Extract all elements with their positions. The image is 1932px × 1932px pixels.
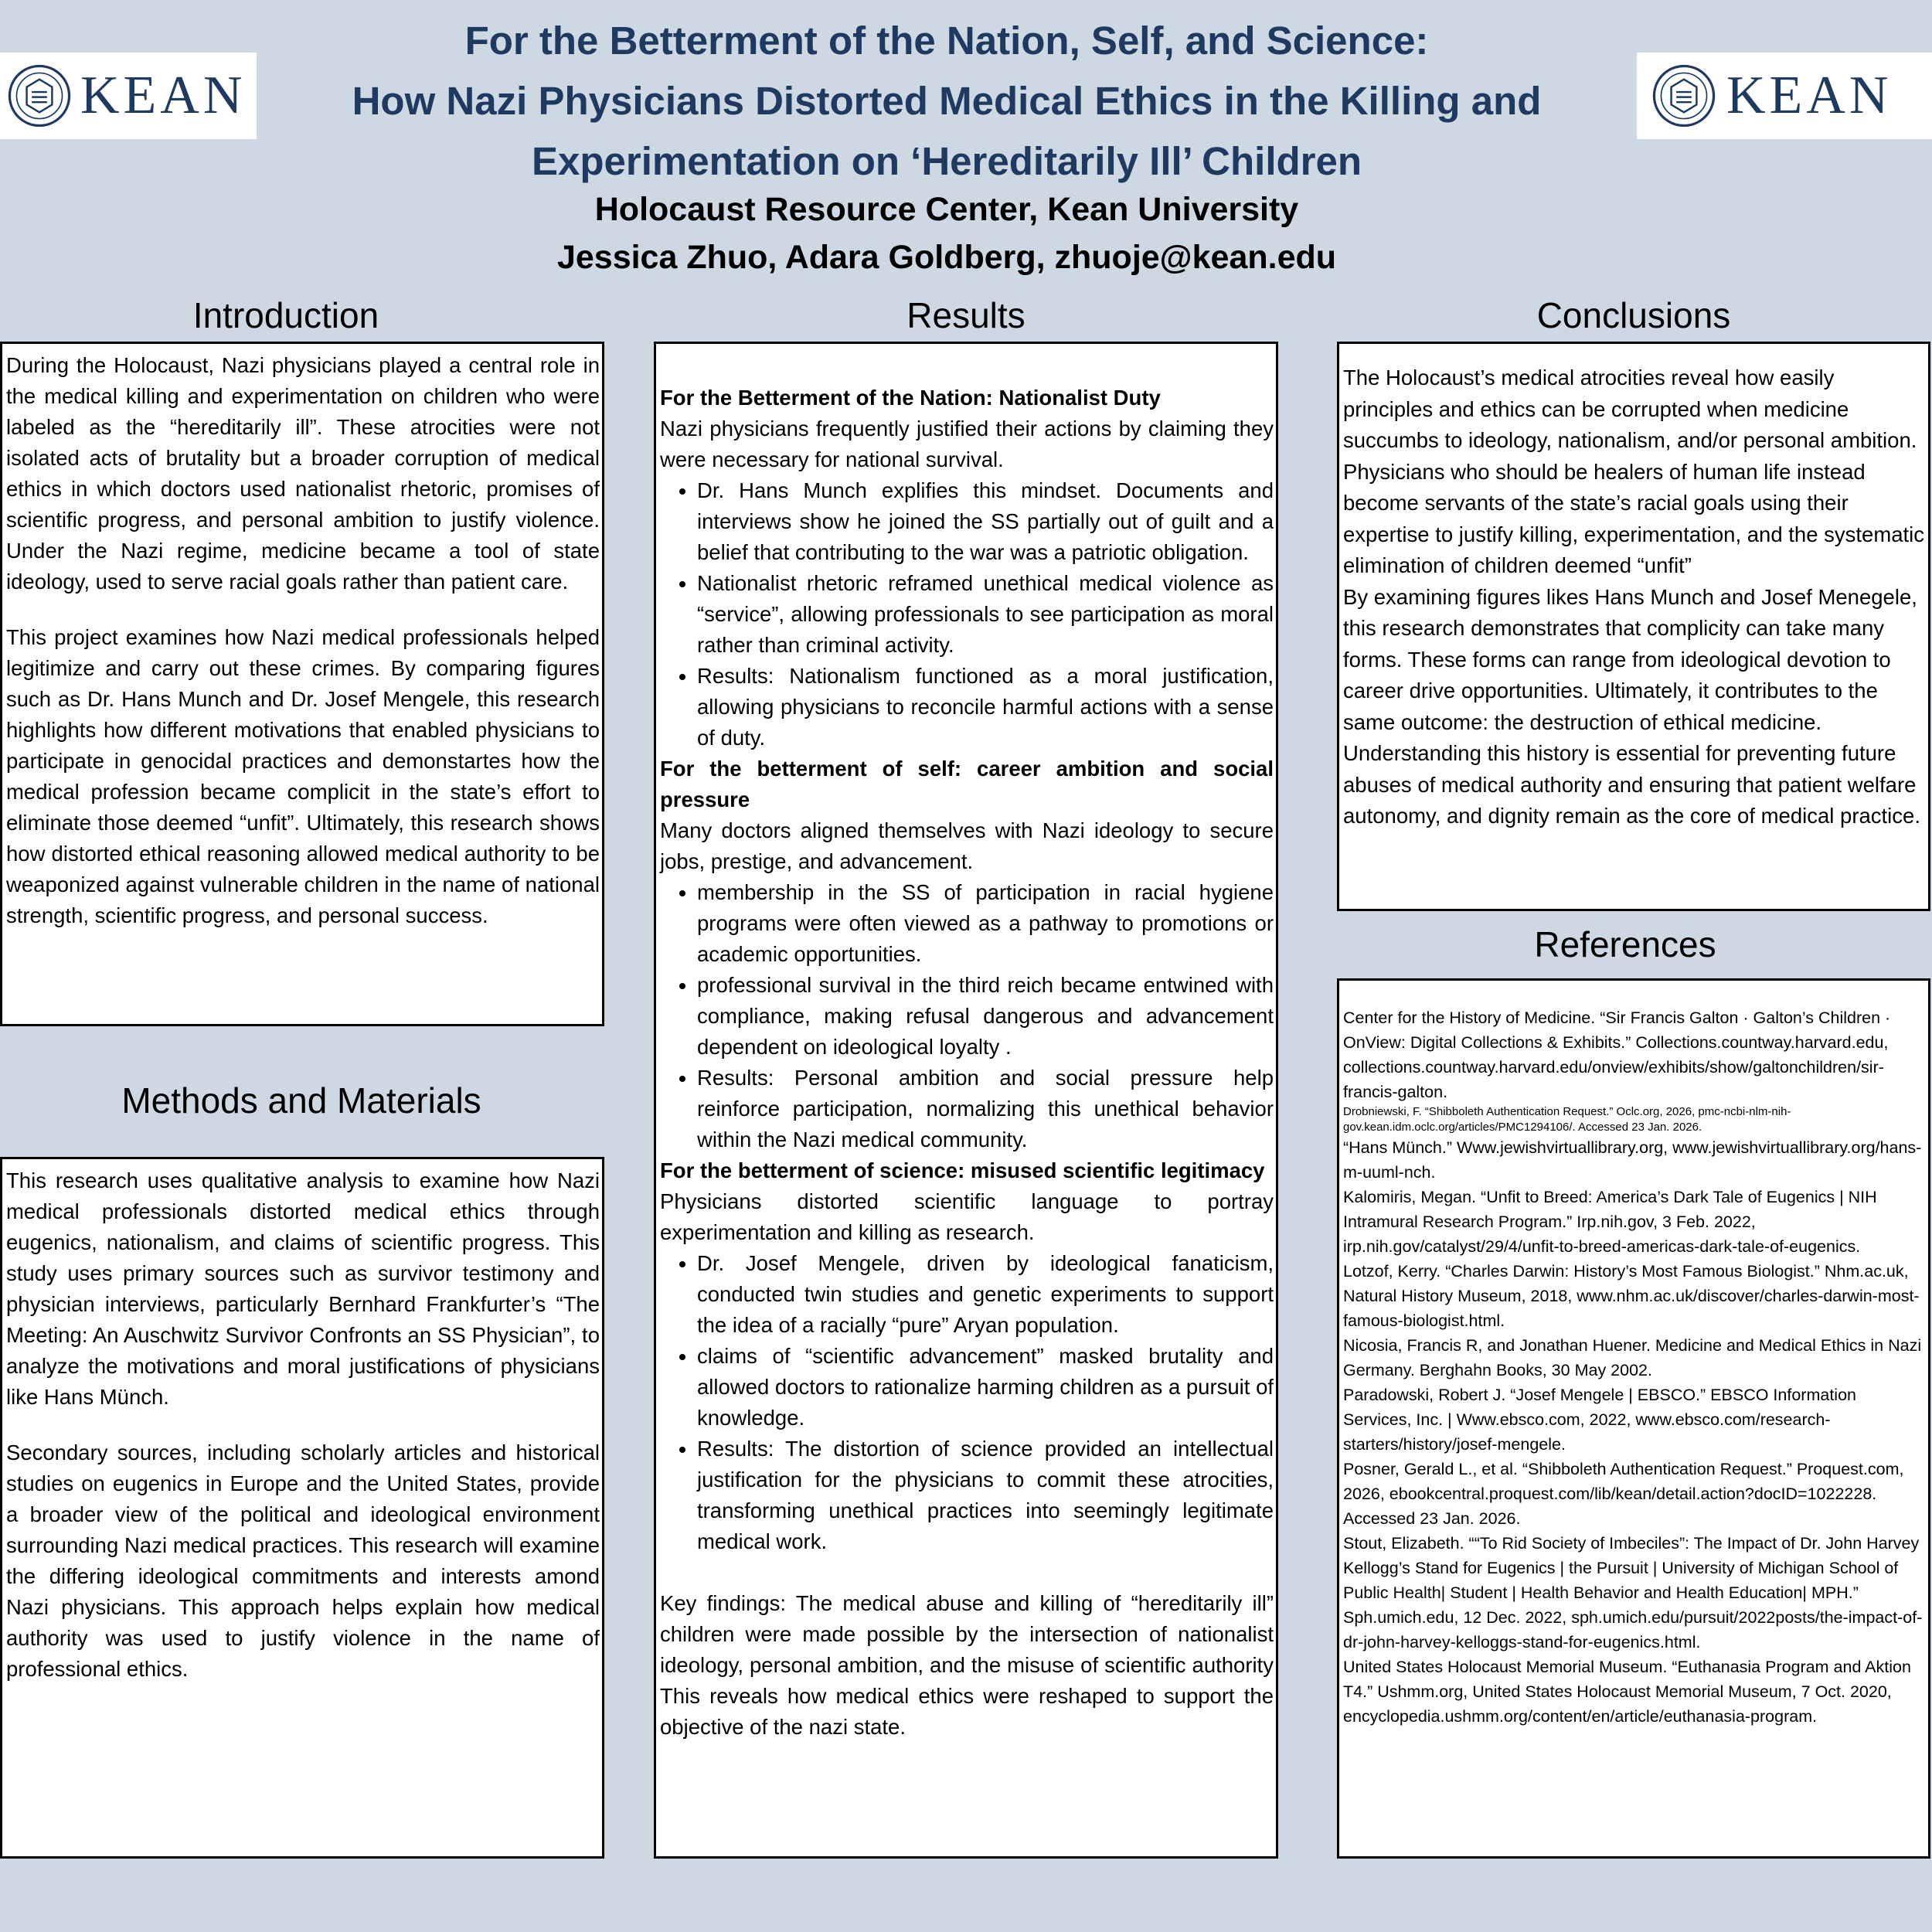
results-bullet: • Dr. Hans Munch explifies this mindset. Documents and interviews show he joined the SS partially out of guilt and a belief that contributing to the war was a patriotic obligation. [697, 475, 1274, 568]
title-line: For the Betterment of the Nation, Self, and Science: [464, 19, 1429, 63]
results-section-intro: Nazi physicians frequently justified their actions by claiming they were necessary for national survival. [660, 417, 1274, 471]
references-box [1337, 978, 1930, 1859]
university-seal-icon [1652, 64, 1716, 128]
reference-item: Kalomiris, Megan. “Unfit to Breed: America’s Dark Tale of Eugenics | NIH Intramural Research Program.” Irp.nih.gov, 3 Feb. 2022, irp.nih.gov/catalyst/29/4/unfit-to-breed-americas-dark-tale-of-eugenics. [1343, 1188, 1877, 1256]
title-line: Experimentation on ‘Hereditarily Ill’ Children [531, 139, 1362, 183]
key-findings: Key findings: The medical abuse and killing of “hereditarily ill” children were made possible by the intersection of nationalist ideology, personal ambition, and the misuse of scientific authority This reveals how medical ethics were reshaped to support the objective of the nazi state. [660, 1591, 1274, 1739]
university-seal-icon [8, 64, 71, 128]
reference-item: “Hans Münch.” Www.jewishvirtuallibrary.org, www.jewishvirtuallibrary.org/hans-m-uuml-nch. [1343, 1138, 1922, 1182]
logo-wordmark: KEAN [80, 66, 247, 125]
title-line: How Nazi Physicians Distorted Medical Ethics in the Killing and [352, 79, 1542, 123]
references-heading: References [1534, 924, 1716, 964]
methods-paragraph: Secondary sources, including scholarly articles and historical studies on eugenics in Europe and the United States, provide a broader view of the political and ideological environment surrounding Nazi medical practices. This research will examine the differing ideological commitments and interests amond Nazi physicians. This approach helps explain how medical authority was used to justify violence in the name of professional ethics. [6, 1440, 600, 1681]
methods-paragraph: This research uses qualitative analysis to examine how Nazi medical professionals distorted medical ethics through eugenics, nationalism, and claims of scientific progress. This study uses primary sources such as survivor testimony and physician interviews, particularly Bernhard Frankfurter’s “The Meeting: An Auschwitz Survivor Confronts an SS Physician”, to analyze the motivations and moral justifications of physicians like Hans Münch. [6, 1168, 600, 1409]
conclusions-heading: Conclusions [1536, 295, 1731, 335]
reference-item: Drobniewski, F. “Shibboleth Authentication Request.” Oclc.org, 2026, pmc-ncbi-nlm-nih-gov.kean.idm.oclc.org/articles/PMC1294106/. Accessed 23 Jan. 2026. [1343, 1105, 1791, 1134]
poster-title [263, 11, 1631, 192]
reference-item: Center for the History of Medicine. “Sir Francis Galton · Galton’s Children · OnView: Digital Collections & Exhibits.” Collections.countway.harvard.edu, collections.countway.harvard.edu/onview/exhibits/show/galtonchildren/sir-francis-galton. [1343, 1009, 1891, 1101]
affiliation: Holocaust Resource Center, Kean University [594, 191, 1299, 228]
reference-item: United States Holocaust Memorial Museum. “Euthanasia Program and Aktion T4.” Ushmm.org, United States Holocaust Memorial Museum, 7 Oct. 2020, encyclopedia.ushmm.org/content/en/article/euthanasia-program. [1343, 1658, 1911, 1726]
logo-wordmark: KEAN [1726, 66, 1893, 125]
results-bullet: • claims of “scientific advancement” masked brutality and allowed doctors to rationalize harming children as a pursuit of knowledge. [697, 1341, 1274, 1434]
results-bullet: • Results: Nationalism functioned as a moral justification, allowing physicians to reconcile harmful actions with a sense of duty. [697, 661, 1274, 753]
introduction-paragraph: This project examines how Nazi medical professionals helped legitimize and carry out these crimes. By comparing figures such as Dr. Hans Munch and Dr. Josef Mengele, this research highlights how different motivations that enabled physicians to participate in genocidal practices and demonstartes how the medical profession became complicit in the state’s effort to eliminate those deemed “unfit”. Ultimately, this research shows how distorted ethical reasoning allowed medical authority to be weaponized against vulnerable children in the name of national strength, scientific progress, and personal success. [6, 625, 600, 927]
reference-item: Paradowski, Robert J. “Josef Mengele | EBSCO.” EBSCO Information Services, Inc. | Www.ebsco.com, 2022, www.ebsco.com/research-starters/history/josef-mengele. [1343, 1386, 1856, 1454]
conclusions-box [1337, 342, 1930, 911]
results-bullet: • Results: Personal ambition and social pressure help reinforce participation, normalizing this unethical behavior within the Nazi medical community. [697, 1063, 1274, 1155]
methods-box [0, 1157, 604, 1859]
introduction-heading: Introduction [192, 295, 379, 335]
results-heading: Results [906, 295, 1026, 335]
conclusions-paragraph: By examining figures likes Hans Munch and Josef Menegele, this research demonstrates that complicity can take many forms. These forms can range from ideological devotion to career drive opportunities. Ultimately, it contributes to the same outcome: the destruction of ethical medicine. [1343, 584, 1917, 734]
results-section-title: For the betterment of science: misused scientific legitimacy [660, 1158, 1265, 1182]
results-section-intro: Many doctors aligned themselves with Nazi ideology to secure jobs, prestige, and advancement. [660, 818, 1274, 873]
kean-logo-right [1637, 53, 1932, 139]
reference-item: Stout, Elizabeth. ““To Rid Society of Imbeciles”: The Impact of Dr. John Harvey Kellogg’s Stand for Eugenics | the Pursuit | University of Michigan School of Public Health| Student | Health Behavior and Health Education| MPH.” Sph.umich.edu, 12 Dec. 2022, sph.umich.edu/pursuit/2022posts/the-impact-of-dr-john-harvey-kelloggs-stand-for-eugenics.html. [1343, 1534, 1923, 1651]
results-box [654, 342, 1278, 1859]
results-section-title: For the betterment of self: career ambition and social pressure [660, 757, 1274, 811]
results-bullet-list [660, 475, 1274, 753]
poster-byline [263, 185, 1631, 281]
reference-item: Nicosia, Francis R, and Jonathan Huener. Medicine and Medical Ethics in Nazi Germany. Berghahn Books, 30 May 2002. [1343, 1336, 1922, 1379]
results-section-intro: Physicians distorted scientific language to portray experimentation and killing as research. [660, 1189, 1274, 1244]
introduction-box [0, 342, 604, 1026]
reference-item: Lotzof, Kerry. “Charles Darwin: History’s Most Famous Biologist.” Nhm.ac.uk, Natural History Museum, 2018, www.nhm.ac.uk/discover/charles-darwin-most-famous-biologist.html. [1343, 1262, 1920, 1330]
results-bullet: • membership in the SS of participation in racial hygiene programs were often viewed as a pathway to promotions or academic opportunities. [697, 877, 1274, 970]
conclusions-paragraph: Understanding this history is essential for preventing future abuses of medical authority and ensuring that patient welfare autonomy, and dignity remain as the core of medical practice. [1343, 741, 1920, 828]
introduction-paragraph: During the Holocaust, Nazi physicians played a central role in the medical killing and experimentation on children who were labeled as the “hereditarily ill”. These atrocities were not isolated acts of brutality but a broader corruption of medical ethics in which doctors used nationalist rhetoric, promises of scientific progress, and personal ambition to justify violence. Under the Nazi regime, medicine became a tool of state ideology, used to serve racial goals rather than patient care. [6, 353, 600, 594]
methods-heading: Methods and Materials [121, 1080, 481, 1121]
results-bullet-list [660, 877, 1274, 1155]
kean-logo-left [0, 53, 257, 139]
authors: Jessica Zhuo, Adara Goldberg, zhuoje@kean.edu [556, 239, 1337, 276]
reference-item: Posner, Gerald L., et al. “Shibboleth Authentication Request.” Proquest.com, 2026, ebookcentral.proquest.com/lib/kean/detail.action?docID=1022228. Accessed 23 Jan. 2026. [1343, 1460, 1904, 1528]
results-bullet: • Dr. Josef Mengele, driven by ideological fanaticism, conducted twin studies and genetic experiments to support the idea of a racially “pure” Aryan population. [697, 1248, 1274, 1341]
results-bullet: • Nationalist rhetoric reframed unethical medical violence as “service”, allowing professionals to see participation as moral rather than criminal activity. [697, 568, 1274, 661]
results-bullet-list [660, 1248, 1274, 1557]
results-bullet: • professional survival in the third reich became entwined with compliance, making refusal dangerous and advancement dependent on ideological loyalty . [697, 970, 1274, 1063]
results-section-title: For the Betterment of the Nation: Nationalist Duty [660, 386, 1161, 410]
results-bullet: • Results: The distortion of science provided an intellectual justification for the physicians to commit these atrocities, transforming unethical practices into seemingly legitimate medical work. [697, 1434, 1274, 1557]
conclusions-paragraph: The Holocaust’s medical atrocities reveal how easily principles and ethics can be corrupted when medicine succumbs to ideology, nationalism, and/or personal ambition. Physicians who should be healers of human life instead become servants of the state’s racial goals using their expertise to justify killing, experimentation, and the systematic elimination of children deemed “unfit” [1343, 366, 1925, 577]
